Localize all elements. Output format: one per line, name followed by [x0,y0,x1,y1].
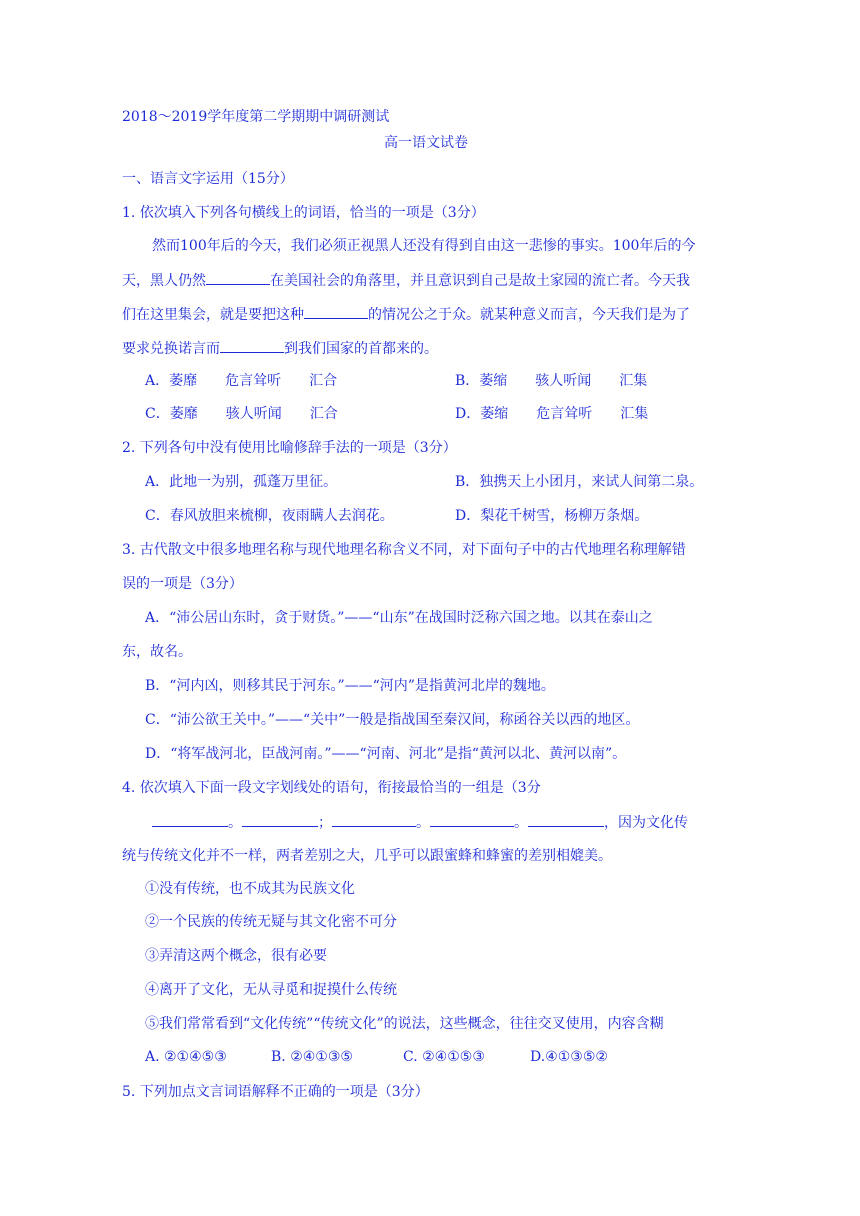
blank-line [152,812,228,827]
q2-option-b: B．独携天上小团月，来试人间第二泉。 [455,474,704,490]
q2-stem: 2. 下列各句中没有使用比喻修辞手法的一项是（3分） [122,440,457,456]
blank-line [304,304,368,319]
q1-option-c: C．萎靡 骇人听闻 汇合 [145,406,338,422]
blank-line [220,338,284,353]
q4-option-d: D.④①③⑤② [530,1049,608,1065]
page-title: 高一语文试卷 [384,135,468,151]
q3-option-c: C．“沛公欲王关中。”——“关中”一般是指战国至秦汉间，称函谷关以西的地区。 [145,712,640,728]
q3-option-d: D．“将军战河北，臣战河南。”——“河南、河北”是指“黄河以北、黄河以南”。 [145,746,627,762]
q3-option-b: B．“河内凶，则移其民于河东。”——“河内”是指黄河北岸的魏地。 [145,678,555,694]
section-heading: 一、语言文字运用（15分） [122,171,294,187]
q1-stem: 1. 依次填入下列各句横线上的词语，恰当的一项是（3分） [122,205,485,221]
exam-header-line: 2018～2019学年度第二学期期中调研测试 [122,109,390,125]
q4-item-5: ⑤我们常常看到“文化传统”“传统文化”的说法，这些概念，往往交叉使用，内容含糊 [145,1016,664,1032]
q1-option-b: B．萎缩 骇人听闻 汇集 [455,373,648,389]
q3-option-a-line2: 东，故名。 [122,644,192,660]
q2-option-d: D．梨花千树雪，杨柳万条烟。 [455,508,649,524]
q2-option-a: A．此地一为别，孤蓬万里征。 [145,474,338,490]
q4-passage-cont: 统与传统文化并不一样，两者差别之大，几乎可以跟蜜蜂和蜂蜜的差别相媲美。 [122,848,612,864]
q4-item-4: ④离开了文化，无从寻觅和捉摸什么传统 [145,982,397,998]
q1-passage-line2: 天，黑人仍然 在美国社会的角落里，并且意识到自己是故土家园的流亡者。今天我 [122,270,690,291]
q4-item-2: ②一个民族的传统无疑与其文化密不可分 [145,914,397,930]
q1-option-d: D．萎缩 危言耸听 汇集 [455,406,649,422]
blank-line [430,812,514,827]
q2-option-c: C．春风放胆来梳柳，夜雨瞒人去润花。 [145,508,394,524]
q1-passage-line1: 然而100年后的今天，我们必须正视黑人还没有得到自由这一悲惨的事实。100年后的今 [152,238,696,254]
q3-stem-line2: 误的一项是（3分） [122,576,243,592]
q4-option-a: A. ②①④⑤③ [145,1049,227,1065]
q1-passage-line3: 们在这里集会，就是要把这种 的情况公之于众。就某种意义而言，今天我们是为了 [122,304,690,325]
q3-option-a-line1: A．“沛公居山东时，贪于财货。”——“山东”在战国时泛称六国之地。以其在泰山之 [145,610,653,626]
q4-blank-line: 。 ； 。 。 ，因为文化传 [152,812,688,833]
q4-item-1: ①没有传统，也不成其为民族文化 [145,881,355,897]
q5-stem: 5. 下列加点文言词语解释不正确的一项是（3分） [122,1084,429,1100]
blank-line [528,812,604,827]
blank-line [332,812,416,827]
q4-stem: 4. 依次填入下面一段文字划线处的语句，衔接最恰当的一组是（3分 [122,780,541,796]
q4-item-3: ③弄清这两个概念，很有必要 [145,948,327,964]
q4-option-c: C. ②④①⑤③ [403,1049,485,1065]
q1-passage-line4: 要求兑换诺言而 到我们国家的首都来的。 [122,338,438,359]
blank-line [242,812,318,827]
q3-stem-line1: 3. 古代散文中很多地理名称与现代地理名称含义不同，对下面句子中的古代地理名称理解错 [122,542,686,558]
blank-line [206,270,270,285]
q1-option-a: A．萎靡 危言耸听 汇合 [145,373,338,389]
q4-option-b: B. ②④①③⑤ [271,1049,353,1065]
